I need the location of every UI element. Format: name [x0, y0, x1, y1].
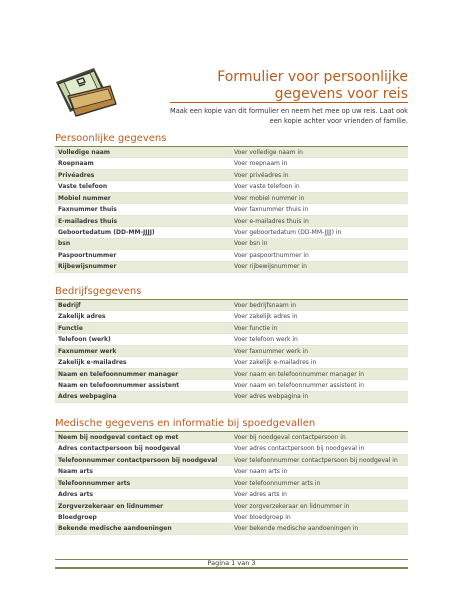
field-label: Naam en telefoonnummer assistent — [58, 381, 180, 389]
field-label: Adres contactpersoon bij noodgeval — [58, 445, 181, 453]
field-label: Zakelijk e-mailadres — [58, 359, 127, 367]
section-title: Medische gegevens en informatie bij spoedgevallen — [55, 418, 408, 432]
section-title: Bedrijfsgegevens — [55, 286, 408, 300]
table-row — [55, 523, 408, 534]
field-label: Naam arts — [58, 468, 93, 476]
field-value[interactable]: Voer geboortedatum (DD-MM-JJJJ) in — [234, 228, 342, 236]
table-row — [55, 368, 408, 379]
field-label: Neem bij noodgeval contact op met — [55, 432, 231, 443]
field-value[interactable]: Voer faxnummer thuis in — [234, 206, 309, 214]
field-value[interactable]: Voer adres webpagina in — [231, 391, 408, 402]
field-value[interactable]: Voer rijbewijsnummer in — [231, 261, 408, 272]
intro-text: Maak een kopie van dit formulier en neem het mee op uw reis. Laat ook een kopie achter voor vrienden of familie. — [170, 107, 408, 125]
field-label: Telefoonnummer contactpersoon bij noodgeval — [55, 454, 231, 465]
field-value[interactable]: Voer privéadres in — [231, 169, 408, 180]
table-row — [55, 215, 408, 226]
personal-table — [55, 147, 408, 273]
table-row — [55, 500, 408, 511]
page-number: Pagina 1 van 3 — [207, 559, 256, 567]
medical-table — [55, 432, 408, 535]
field-value[interactable]: Voer functie in — [231, 322, 408, 333]
field-value[interactable]: Voer mobiel nummer in — [231, 192, 408, 203]
field-label: Bedrijf — [55, 300, 231, 311]
field-label: Faxnummer thuis — [58, 206, 117, 214]
field-label: Paspoortnummer — [58, 251, 117, 259]
table-row — [55, 261, 408, 272]
section-title: Persoonlijke gegevens — [55, 133, 408, 147]
field-label: Telefoonnummer arts — [55, 477, 231, 488]
field-value[interactable]: Voer zakelijk e-mailadres in — [234, 359, 317, 367]
table-row — [55, 192, 408, 203]
table-row — [55, 334, 408, 345]
field-value[interactable]: Voer bekende medische aandoeningen in — [231, 523, 408, 534]
table-row — [55, 345, 408, 356]
field-label: Roepnaam — [58, 160, 94, 168]
field-label: E-mailadres thuis — [55, 215, 231, 226]
table-row — [55, 489, 408, 500]
table-row — [55, 311, 408, 322]
field-value[interactable]: Voer zakelijk adres in — [234, 313, 298, 321]
title-divider — [170, 102, 408, 103]
field-value[interactable]: Voer naam en telefoonnummer manager in — [231, 368, 408, 379]
field-label: Bekende medische aandoeningen — [55, 523, 231, 534]
table-row — [55, 169, 408, 180]
field-label: Zorgverzekeraar en lidnummer — [55, 500, 231, 511]
field-label: Mobiel nummer — [55, 192, 231, 203]
field-label: Telefoon (werk) — [58, 336, 111, 344]
table-row — [55, 432, 408, 443]
footer-divider — [55, 567, 408, 569]
field-value[interactable]: Voer bedrijfsnaam in — [231, 300, 408, 311]
table-row — [55, 466, 408, 477]
section-business — [55, 286, 408, 403]
business-table — [55, 300, 408, 403]
field-value[interactable]: Voer faxnummer werk in — [231, 345, 408, 356]
field-value[interactable]: Voer volledige naam in — [231, 147, 408, 158]
table-row — [55, 147, 408, 158]
field-label: Naam en telefoonnummer manager — [55, 368, 231, 379]
field-value[interactable]: Voer bsn in — [231, 238, 408, 249]
table-row — [55, 380, 408, 391]
field-label: Vaste telefoon — [58, 183, 108, 191]
wallet-with-money-icon — [50, 62, 120, 120]
field-label: bsn — [55, 238, 231, 249]
table-row — [55, 443, 408, 454]
table-row — [55, 158, 408, 169]
field-label: Zakelijk adres — [58, 313, 106, 321]
table-row — [55, 300, 408, 311]
field-value[interactable]: Voer adres contactpersoon bij noodgeval in — [234, 445, 365, 453]
field-label: Privéadres — [55, 169, 231, 180]
field-value[interactable]: Voer vaste telefoon in — [234, 183, 300, 191]
field-label: Faxnummer werk — [55, 345, 231, 356]
field-value[interactable]: Voer e-mailadres thuis in — [231, 215, 408, 226]
table-row — [55, 227, 408, 238]
table-row — [55, 477, 408, 488]
table-row — [55, 238, 408, 249]
field-label: Geboortedatum (DD-MM-JJJJ) — [58, 228, 155, 236]
table-row — [55, 250, 408, 261]
field-value[interactable]: Voer naam arts in — [234, 468, 288, 476]
section-medical — [55, 418, 408, 535]
field-value[interactable]: Voer bloedgroep in — [234, 513, 291, 521]
field-value[interactable]: Voer bij noodgeval contactpersoon in — [231, 432, 408, 443]
table-row — [55, 512, 408, 523]
field-label: Adres webpagina — [55, 391, 231, 402]
field-value[interactable]: Voer paspoortnummer in — [234, 251, 309, 259]
page-title: Formulier voor persoonlijke gegevens voor reis — [217, 69, 408, 102]
field-label: Rijbewijsnummer — [55, 261, 231, 272]
field-value[interactable]: Voer naam en telefoonnummer assistent in — [234, 381, 365, 389]
field-value[interactable]: Voer roepnaam in — [234, 160, 288, 168]
table-row — [55, 357, 408, 368]
table-row — [55, 181, 408, 192]
field-value[interactable]: Voer telefoonnummer arts in — [231, 477, 408, 488]
field-value[interactable]: Voer zorgverzekeraar en lidnummer in — [231, 500, 408, 511]
field-value[interactable]: Voer telefoonnummer contactpersoon bij noodgeval in — [231, 454, 408, 465]
field-label: Volledige naam — [55, 147, 231, 158]
field-value[interactable]: Voer adres arts in — [234, 491, 287, 499]
table-row — [55, 391, 408, 402]
field-label: Bloedgroep — [58, 513, 97, 521]
table-row — [55, 454, 408, 465]
field-label: Adres arts — [58, 491, 94, 499]
table-row — [55, 322, 408, 333]
table-row — [55, 204, 408, 215]
field-label: Functie — [55, 322, 231, 333]
field-value[interactable]: Voer telefoon werk in — [234, 336, 298, 344]
section-personal — [55, 133, 408, 273]
